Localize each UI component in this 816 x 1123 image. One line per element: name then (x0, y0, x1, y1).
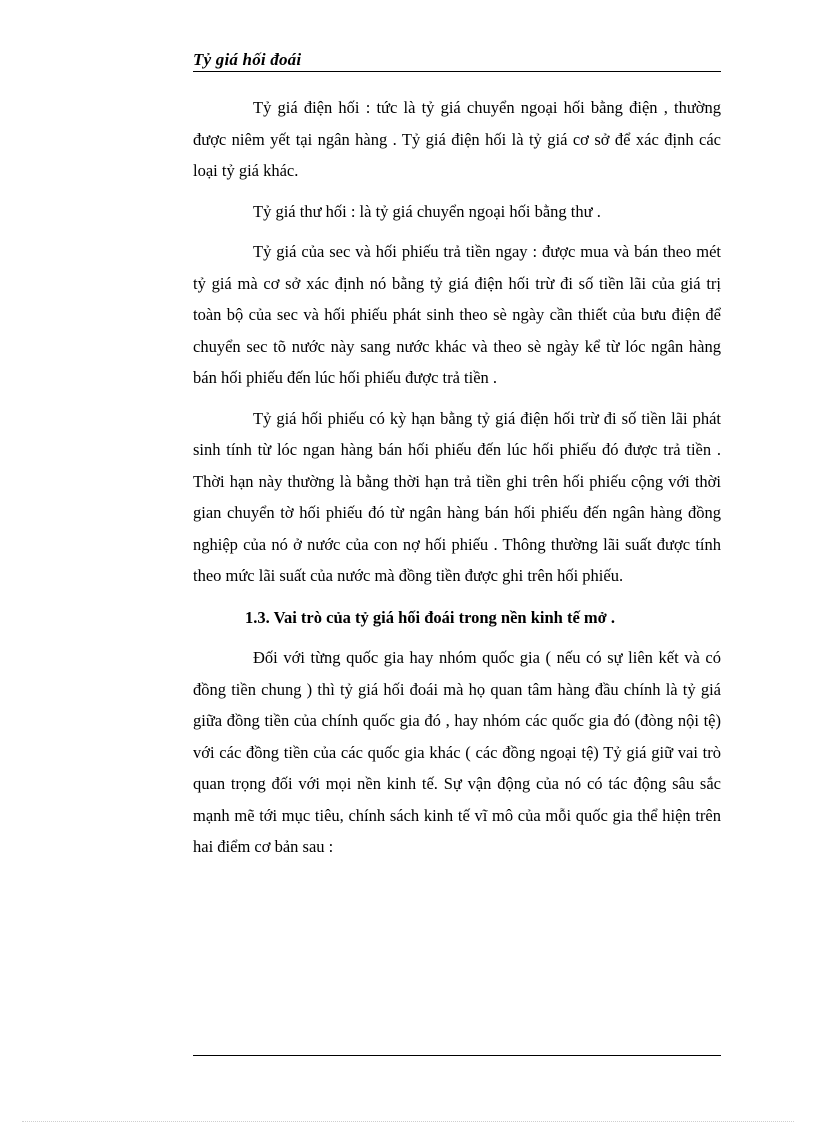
header-divider (193, 71, 721, 72)
paragraph-dien-hoi: Tỷ giá điện hối : tức là tỷ giá chuyển ngoại hối bằng điện , thường được niêm yết tại ngân hàng . Tỷ giá điện hối là tỷ giá cơ sở để xác định các loại tỷ giá khác. (193, 98, 721, 180)
paragraph-vai-tro: Đối với từng quốc gia hay nhóm quốc gia ( nếu có sự liên kết và có đồng tiền chung ) thì tỷ giá hối đoái mà họ quan tâm hàng đầu chính là tỷ giá giữa đồng tiền của chính quốc gia đó , hay nhóm các quốc gia đó (đòng nội tệ) với các đồng tiền của các quốc gia khác ( các đồng ngoại tệ) Tỷ giá giữ vai trò quan trọng đối với mọi nền kinh tế. Sự vận động của nó có tác động sâu sắc mạnh mẽ tới mục tiêu, chính sách kinh tế vĩ mô của mỗi quốc gia thể hiện trên hai điểm cơ bản sau : (193, 648, 721, 856)
paragraph-sec-hoi-phieu: Tỷ giá của sec và hối phiếu trả tiền ngay : được mua và bán theo mét tỷ giá mà cơ sở xác định nó bằng tỷ giá điện hối trừ đi số tiền lãi của giá trị toàn bộ của sec và hối phiếu phát sinh theo sè ngày cần thiết của bưu điện để chuyển sec tõ nước này sang nước khác và theo sè ngày kể từ lóc ngân hàng bán hối phiếu đến lúc hối phiếu được trả tiền . (193, 242, 721, 387)
page-header-title: Tỷ giá hối đoái (193, 50, 302, 69)
document-body (193, 92, 721, 863)
section-heading: 1.3. Vai trò của tỷ giá hối đoái trong nền kinh tế mở . (245, 607, 616, 627)
paragraph-hoi-phieu-ky-han: Tỷ giá hối phiếu có kỳ hạn bằng tỷ giá điện hối trừ đi số tiền lãi phát sinh tính từ lóc ngan hàng bán hối phiếu đến lúc hối phiếu đó được trả tiền . Thời hạn này thường là bằng thời hạn trả tiền ghi trên hối phiếu cộng với thời gian chuyển tờ hối phiếu đó từ ngân hàng bán hối phiếu đến ngân hàng đồng nghiệp của nó ở nước của con nợ hối phiếu . Thông thường lãi suất được tính theo mức lãi suất của nước mà đồng tiền được ghi trên hối phiếu. (193, 408, 721, 585)
page-bottom-border (22, 1121, 794, 1122)
paragraph-thu-hoi: Tỷ giá thư hối : là tỷ giá chuyển ngoại hối bằng thư . (253, 201, 601, 221)
footer-divider (193, 1055, 721, 1056)
